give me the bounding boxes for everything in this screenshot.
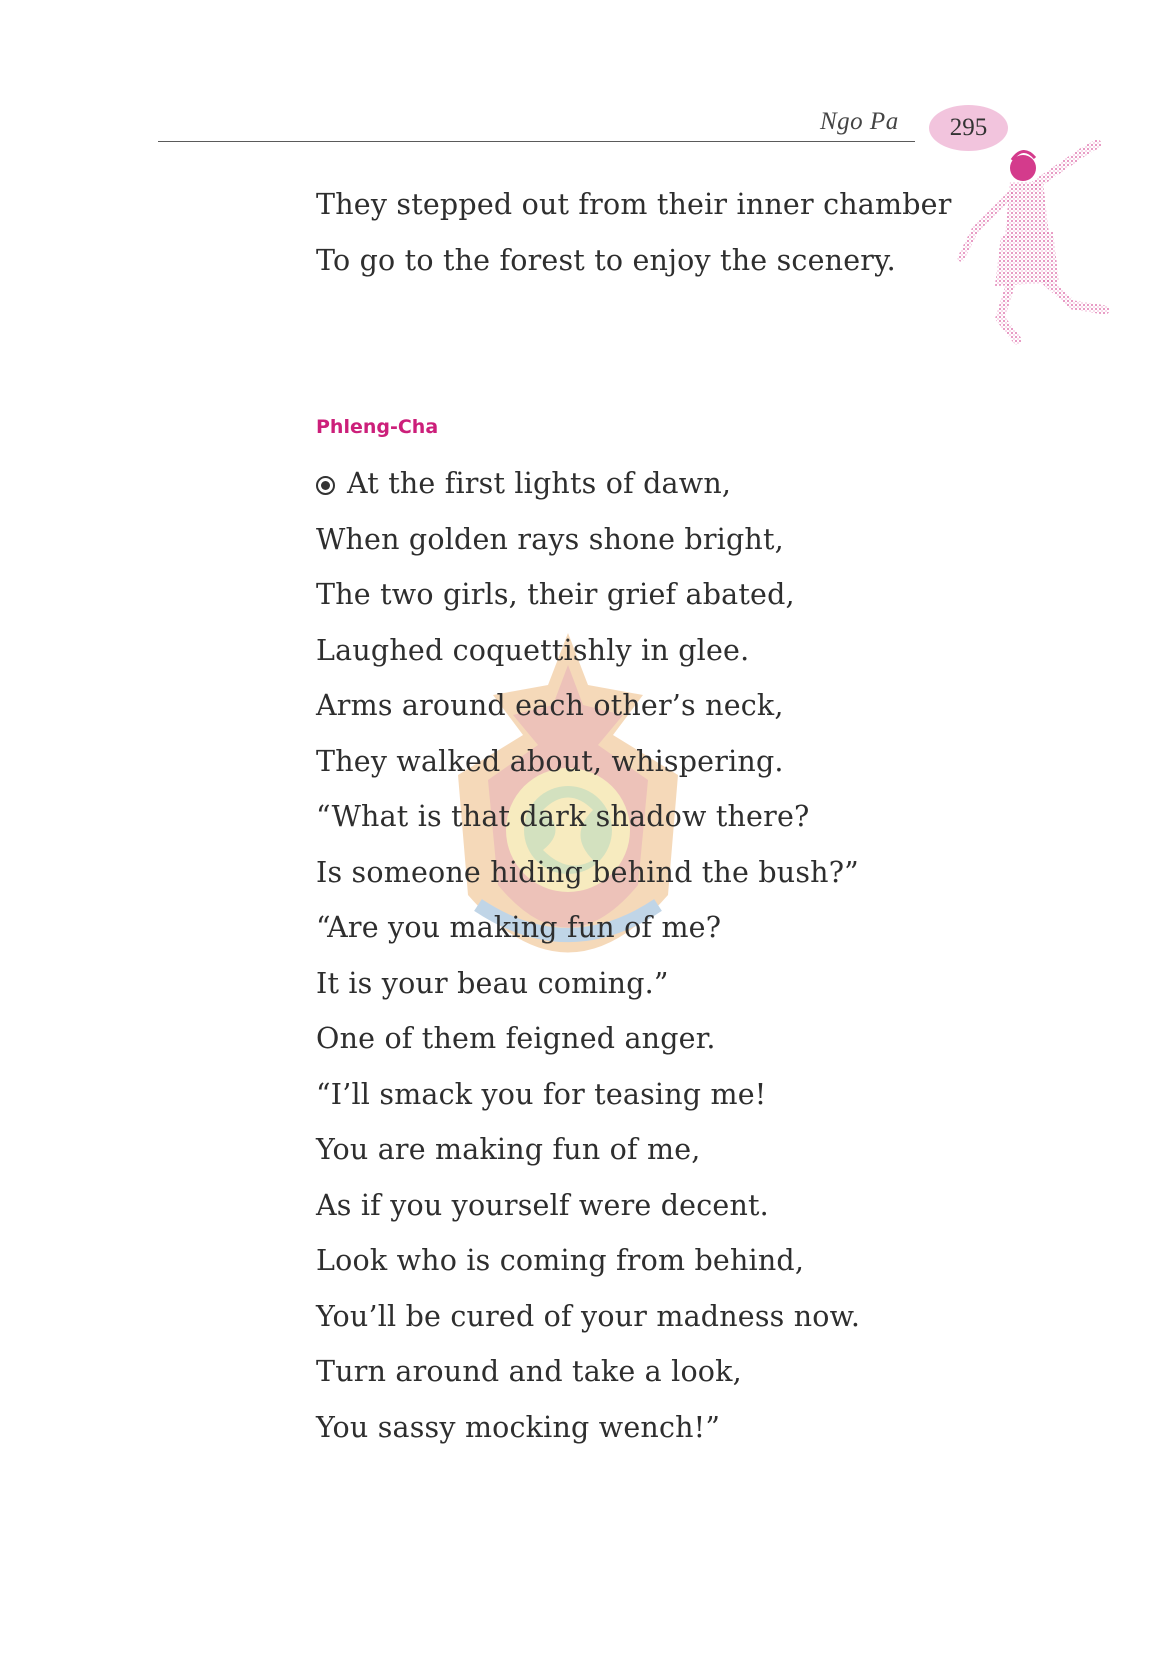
poem-stanza (316, 456, 860, 1455)
poem-line: The two girls, their grief abated, (316, 578, 795, 611)
poem-line: When golden rays shone bright, (316, 522, 784, 556)
poem-line: Is someone hiding behind the bush?” (316, 855, 859, 889)
poem-line: They walked about, whispering. (316, 744, 784, 778)
poem-line: “What is that dark shadow there? (316, 800, 810, 833)
poem-line-text: At the first lights of dawn, (347, 467, 732, 500)
header-rule (158, 141, 915, 142)
poem-line: You are making fun of me, (316, 1133, 701, 1166)
poem-line: “Are you making fun of me? (316, 911, 722, 944)
intro-line: They stepped out from their inner chamber (316, 188, 952, 221)
fisheye-bullet-icon (316, 476, 335, 495)
running-title: Ngo Pa (820, 108, 899, 135)
poem-line: You’ll be cured of your madness now. (316, 1299, 861, 1333)
page-number: 295 (949, 114, 988, 141)
section-heading: Phleng-Cha (316, 416, 439, 438)
poem-line: Look who is coming from behind, (316, 1244, 805, 1277)
intro-stanza (316, 177, 952, 288)
poem-line: Arms around each other’s neck, (316, 689, 784, 722)
poem-line: As if you yourself were decent. (316, 1188, 769, 1222)
intro-line: To go to the forest to enjoy the scenery. (316, 243, 896, 277)
poem-line: It is your beau coming.” (316, 966, 669, 1000)
poem-line (316, 456, 860, 512)
poem-line: One of them feigned anger. (316, 1022, 716, 1055)
poem-line: You sassy mocking wench!” (316, 1410, 721, 1444)
poem-line: Turn around and take a look, (316, 1355, 742, 1388)
poem-line: Laughed coquettishly in glee. (316, 633, 750, 667)
dancer-illustration-icon (955, 140, 1125, 350)
poem-line: “I’ll smack you for teasing me! (316, 1077, 767, 1111)
